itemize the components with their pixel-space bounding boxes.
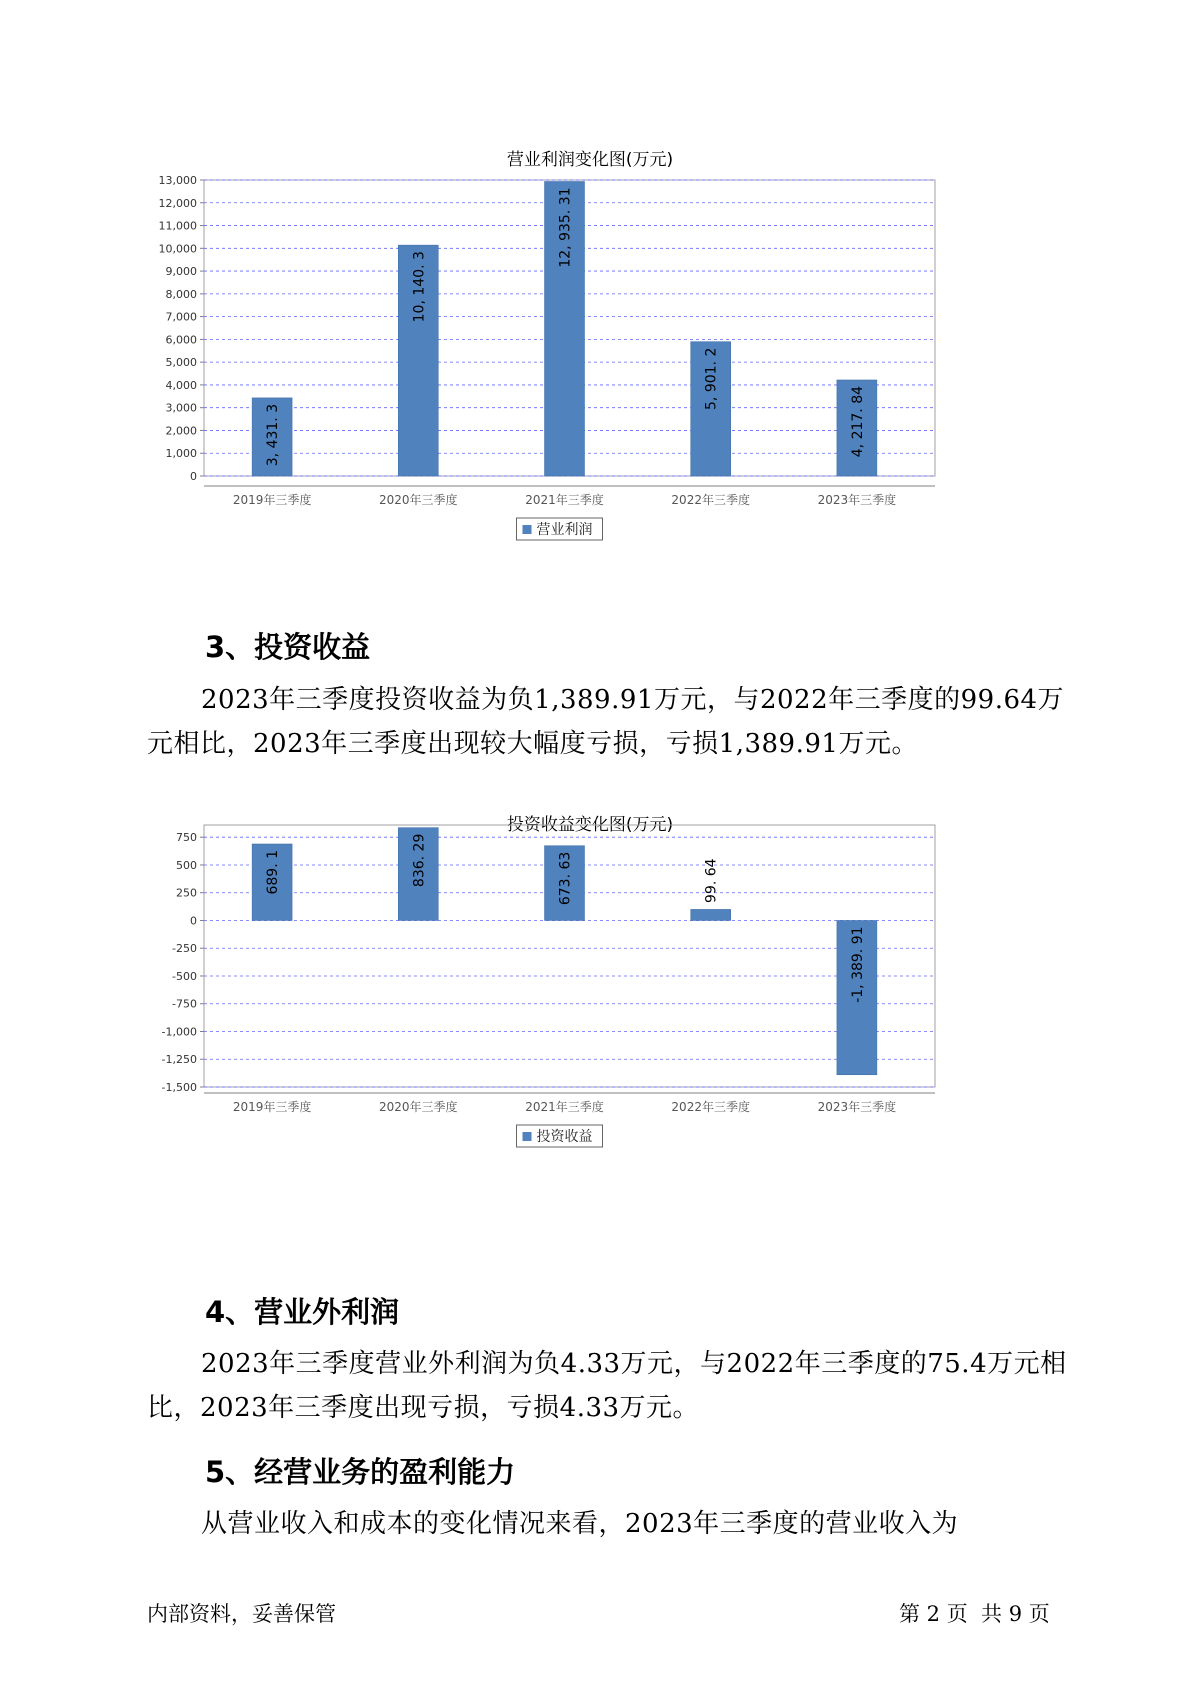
section-paragraph: 2023年三季度营业外利润为负4.33万元，与2022年三季度的75.4万元相比，2023年三季度出现亏损，亏损4.33万元。 (147, 1349, 1067, 1423)
y-tick-label: 2,000 (165, 424, 197, 438)
data-label: -1, 389. 91 (849, 926, 866, 1003)
section-paragraph: 2023年三季度投资收益为负1,389.91万元，与2022年三季度的99.64万元相比，2023年三季度出现较大幅度亏损，亏损1,389.91万元。 (147, 685, 1065, 759)
y-tick-label: 13,000 (158, 174, 197, 187)
section-heading: 4、营业外利润 (205, 1295, 400, 1329)
y-tick-label: 1,000 (165, 447, 197, 461)
data-label: 689. 1 (265, 849, 282, 895)
y-tick-label: 250 (176, 886, 197, 900)
data-label: 5, 901. 2 (703, 347, 720, 410)
y-tick-label: 3,000 (165, 401, 197, 415)
x-tick-label: 2020年三季度 (379, 1100, 458, 1114)
bar (691, 909, 731, 920)
y-tick-label: 11,000 (158, 219, 197, 233)
investment-income-chart (150, 805, 1030, 1265)
legend-swatch (523, 525, 532, 534)
data-label: 10, 140. 3 (411, 251, 428, 323)
data-label: 4, 217. 84 (849, 385, 866, 458)
y-tick-label: -1,500 (161, 1081, 197, 1094)
x-tick-label: 2019年三季度 (232, 493, 312, 507)
y-tick-label: 500 (176, 858, 197, 872)
y-tick-label: 7,000 (165, 310, 197, 324)
section-heading: 3、投资收益 (205, 630, 371, 664)
legend-label: 营业利润 (536, 522, 593, 538)
y-tick-label: 9,000 (165, 265, 197, 279)
y-tick-label: 0 (190, 470, 197, 483)
y-tick-label: 750 (176, 831, 197, 845)
y-tick-label: 0 (190, 914, 197, 928)
chart-title: 营业利润变化图(万元) (506, 150, 674, 170)
chart-title: 投资收益变化图(万元) (506, 815, 674, 835)
y-tick-label: -1,250 (161, 1053, 197, 1067)
y-tick-label: -250 (172, 942, 197, 956)
footer-left: 内部资料，妥善保管 (147, 1602, 336, 1626)
x-tick-label: 2022年三季度 (671, 493, 750, 507)
y-tick-label: 6,000 (165, 333, 197, 347)
chart-svg (150, 831, 1030, 1255)
y-tick-label: -1,000 (161, 1025, 197, 1039)
y-tick-label: -750 (172, 997, 197, 1011)
legend-label: 投资收益 (536, 1129, 593, 1145)
x-tick-label: 2023年三季度 (817, 1100, 897, 1114)
y-tick-label: 12,000 (158, 196, 197, 210)
data-label: 673. 63 (557, 851, 574, 906)
data-label: 99. 64 (703, 858, 720, 903)
data-label: 12, 935. 31 (557, 187, 574, 268)
x-tick-label: 2020年三季度 (379, 493, 458, 507)
x-tick-label: 2021年三季度 (525, 1100, 604, 1114)
chart-svg (150, 174, 1030, 590)
legend-swatch (523, 1132, 532, 1141)
data-label: 3, 431. 3 (265, 403, 282, 467)
y-tick-label: 8,000 (165, 287, 197, 301)
section-paragraph: 从营业收入和成本的变化情况来看，2023年三季度的营业收入为 (201, 1509, 959, 1539)
operating-profit-chart (150, 140, 1030, 600)
data-label: 836. 29 (411, 833, 428, 888)
x-tick-label: 2019年三季度 (232, 1100, 312, 1114)
y-tick-label: 5,000 (165, 356, 197, 370)
x-tick-label: 2023年三季度 (817, 493, 897, 507)
section-heading: 5、经营业务的盈利能力 (205, 1455, 516, 1489)
footer-right: 第 2 页 共 9 页 (899, 1602, 1050, 1626)
x-tick-label: 2022年三季度 (671, 1100, 750, 1114)
y-tick-label: 10,000 (158, 242, 197, 256)
y-tick-label: -500 (172, 969, 197, 983)
y-tick-label: 4,000 (165, 378, 197, 392)
x-tick-label: 2021年三季度 (525, 493, 604, 507)
